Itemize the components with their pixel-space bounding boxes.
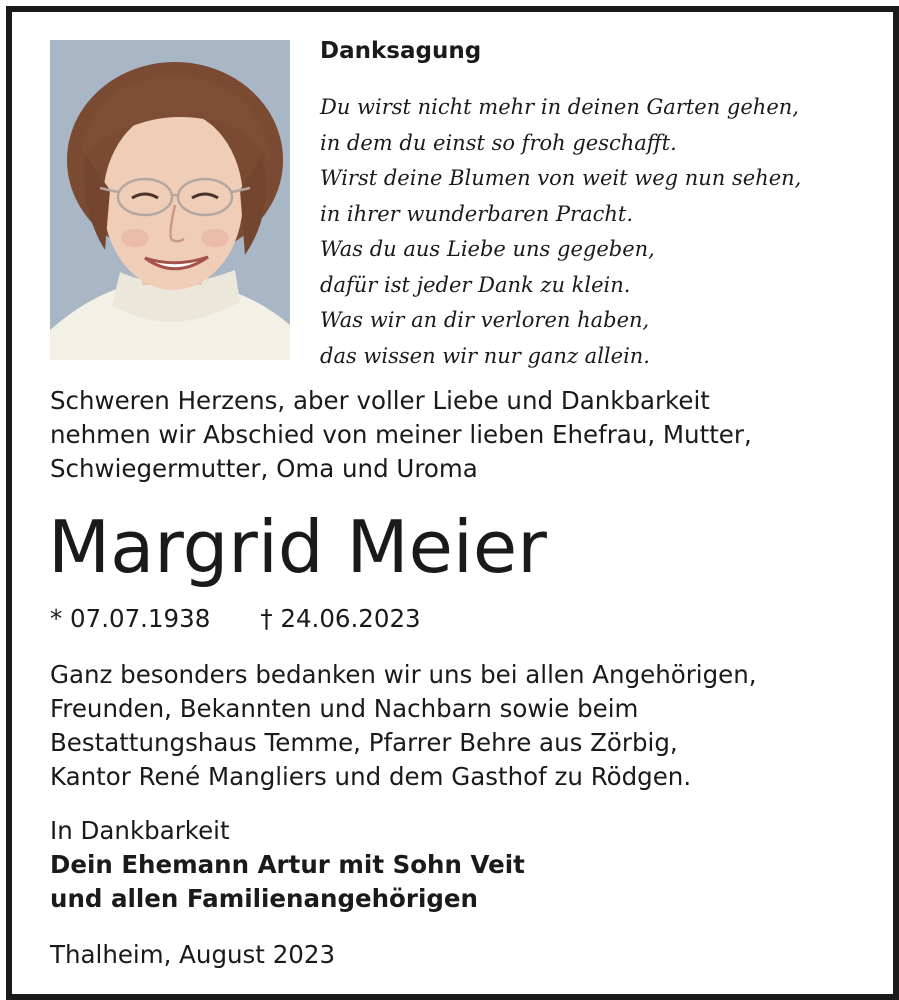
life-dates	[50, 602, 421, 636]
thanks-text	[50, 658, 757, 794]
intro-line: nehmen wir Abschied von meiner lieben Ehefrau, Mutter,	[50, 420, 752, 449]
poem-line: in dem du einst so froh geschafft.	[320, 130, 677, 155]
poem-line: Was wir an dir verloren haben,	[320, 308, 650, 332]
portrait-photo	[50, 40, 290, 360]
poem-line: das wissen wir nur ganz allein.	[320, 343, 650, 368]
intro-text	[50, 384, 752, 486]
closing-gratitude: In Dankbarkeit	[50, 816, 230, 845]
birth-date: * 07.07.1938	[50, 604, 211, 633]
intro-line: Schwiegermutter, Oma und Uroma	[50, 454, 478, 483]
poem-line: Wirst deine Blumen von weit weg nun sehen,	[320, 166, 802, 190]
intro-line: Schweren Herzens, aber voller Liebe und Dankbarkeit	[50, 386, 710, 415]
place-date: Thalheim, August 2023	[50, 940, 336, 969]
thanks-line: Ganz besonders bedanken wir uns bei allen Angehörigen,	[50, 660, 757, 689]
closing-signature	[50, 814, 525, 916]
poem-line: in ihrer wunderbaren Pracht.	[320, 201, 633, 226]
signature-line: und allen Familienangehörigen	[50, 884, 478, 913]
death-date: † 24.06.2023	[260, 604, 421, 633]
thanks-line: Bestattungshaus Temme, Pfarrer Behre aus Zörbig,	[50, 728, 678, 757]
poem-line: Du wirst nicht mehr in deinen Garten gehen,	[320, 95, 799, 119]
poem	[320, 90, 801, 374]
deceased-name: Margrid Meier	[48, 505, 547, 589]
signature-line: Dein Ehemann Artur mit Sohn Veit	[50, 850, 525, 879]
poem-line: dafür ist jeder Dank zu klein.	[320, 272, 631, 297]
poem-line: Was du aus Liebe uns gegeben,	[320, 237, 655, 261]
heading: Danksagung	[320, 38, 482, 64]
thanks-line: Freunden, Bekannten und Nachbarn sowie beim	[50, 694, 639, 723]
thanks-line: Kantor René Mangliers und dem Gasthof zu Rödgen.	[50, 762, 692, 791]
